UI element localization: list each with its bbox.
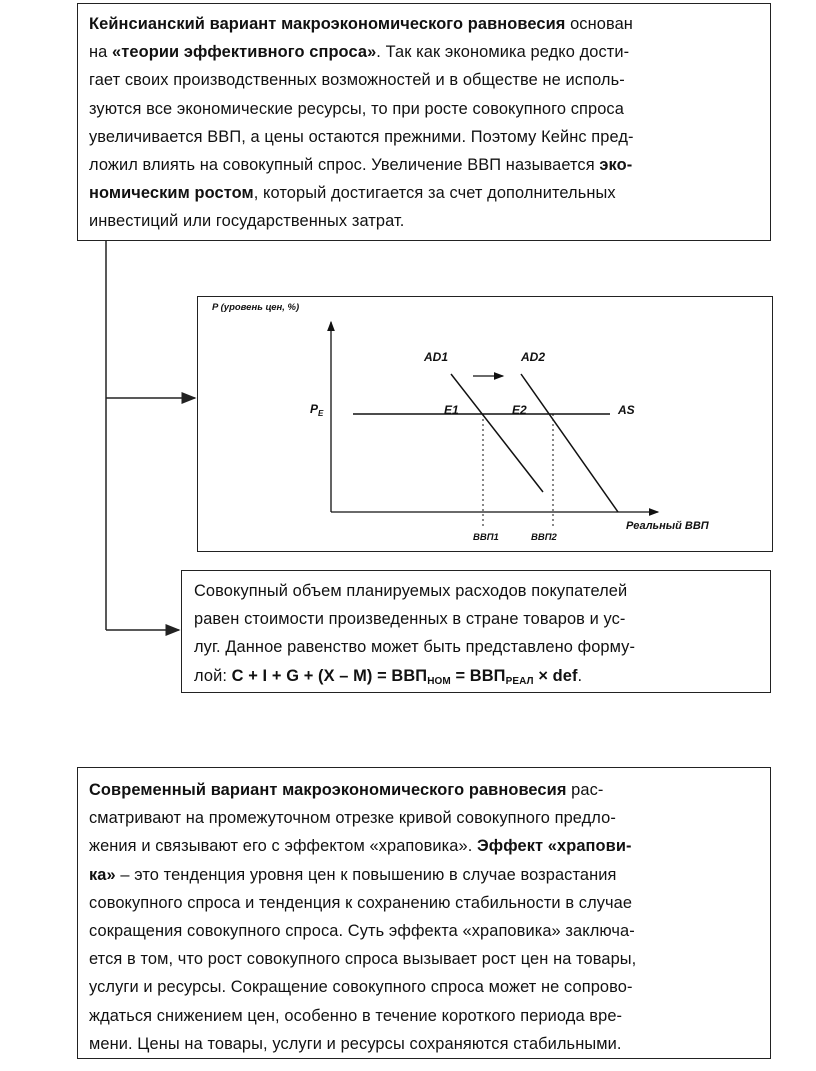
- text-span: зуются все экономические ресурсы, то при росте совокупного спроса: [89, 99, 624, 118]
- bold-text: эко-: [599, 156, 633, 175]
- text-line: [89, 973, 760, 1001]
- text-span: ложил влиять на совокупный спрос. Увеличение ВВП называется: [89, 156, 600, 175]
- text-line: [89, 945, 760, 973]
- text-span: сокращения совокупного спроса. Суть эффекта «храповика» заключа-: [89, 922, 635, 941]
- ad2-label: AD2: [521, 350, 546, 364]
- e2-label: E2: [512, 403, 527, 417]
- text-span: увеличивается ВВП, а цены остаются прежними. Поэтому Кейнс пред-: [89, 127, 634, 146]
- ad1-label: AD1: [424, 350, 449, 364]
- bold-text: Современный вариант макроэкономического равновесия: [89, 781, 567, 799]
- text-line: [89, 1002, 760, 1030]
- expenditure-paragraph: [194, 577, 760, 696]
- text-line: [89, 917, 760, 945]
- ad-as-chart-box: [197, 296, 773, 552]
- text-span: основан: [565, 15, 633, 33]
- bold-text: Кейнсианский вариант макроэкономического равновесия: [89, 15, 566, 33]
- text-line: [89, 889, 760, 917]
- text-span: сматривают на промежуточном отрезке кривой совокупного предло-: [89, 809, 616, 828]
- bold-text: Эффект «храпови-: [477, 837, 632, 856]
- ad2-curve: [521, 374, 618, 512]
- text-span: инвестиций или государственных затрат.: [89, 212, 405, 231]
- price-level-label: $P_E$: [310, 402, 324, 418]
- text-span: ждаться снижением цен, особенно в течение короткого периода вре-: [89, 1006, 623, 1025]
- aggregate-expenditure-box: [181, 570, 771, 693]
- bold-text: «теории эффективного спроса»: [112, 43, 377, 62]
- text-line: равен стоимости произведенных в стране товаров и ус-: [194, 610, 626, 629]
- text-span: услуги и ресурсы. Сокращение совокупного спроса может не сопрово-: [89, 978, 633, 997]
- text-line: [89, 776, 760, 804]
- text-line: луг. Данное равенство может быть представлено форму-: [194, 638, 636, 657]
- text-line: Совокупный объем планируемых расходов покупателей: [194, 582, 628, 600]
- text-line: [89, 1030, 760, 1058]
- text-span: – это тенденция уровня цен к повышению в случае возрастания: [115, 865, 617, 884]
- gdp2-tick-label: ВВП2: [531, 532, 557, 543]
- text-span: , который достигается за счет дополнительных: [253, 184, 616, 203]
- formula-line: лой: $C + I + G + (X - M) = ВВП_{НОМ} = ВВП_{РЕАЛ}$ × def.: [194, 666, 583, 687]
- text-line: [89, 861, 760, 889]
- text-span: рас-: [566, 781, 604, 799]
- gdp-formula: $C + I + G + (X - M) = ВВП_{НОМ} = ВВП_{РЕАЛ}$ × def: [231, 666, 578, 687]
- y-axis-label: P (уровень цен, %): [212, 302, 300, 313]
- gdp1-tick-label: ВВП1: [473, 532, 499, 543]
- text-span: . Так как экономика редко дости-: [376, 43, 630, 62]
- x-axis-label: Реальный ВВП: [626, 520, 709, 532]
- text-span: жения и связывают его с эффектом «храповика».: [89, 837, 478, 856]
- text-span: совокупного спроса и тенденция к сохранению стабильности в случае: [89, 893, 633, 912]
- text-line: [89, 804, 760, 832]
- text-span: на: [89, 43, 113, 62]
- ad1-curve: [451, 374, 543, 492]
- text-line: [89, 832, 760, 860]
- text-span: мени. Цены на товары, услуги и ресурсы сохраняются стабильными.: [89, 1034, 622, 1053]
- text-span: ется в том, что рост совокупного спроса вызывает рост цен на товары,: [89, 950, 637, 969]
- modern-paragraph: [89, 776, 760, 1058]
- e1-label: E1: [444, 403, 459, 417]
- modern-equilibrium-box: [77, 767, 771, 1059]
- ad-as-chart: [198, 297, 771, 550]
- bold-text: номическим ростом: [89, 184, 254, 203]
- text-span: гает своих производственных возможностей и в обществе не исполь-: [89, 71, 625, 90]
- as-label: AS: [618, 403, 635, 417]
- bold-text: ка»: [89, 865, 116, 884]
